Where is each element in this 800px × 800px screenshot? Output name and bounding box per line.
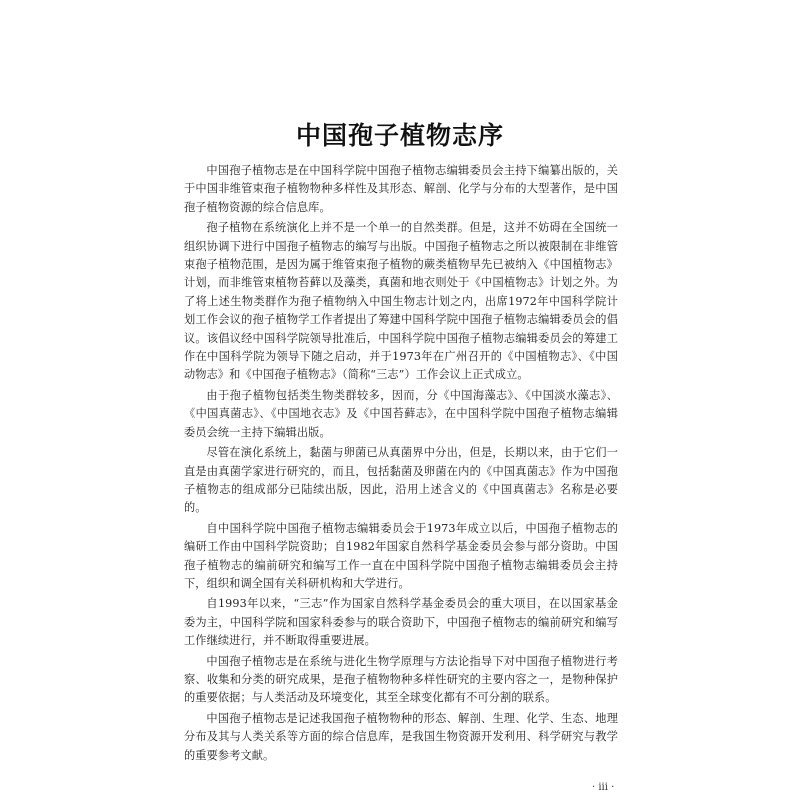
paragraph-8: 中国孢子植物志是记述我国孢子植物物种的形态、解剖、生理、化学、生态、地理分布及其与人类关系等方面的综合信息库，是我国生物资源开发利用、科学研究与教学的重要参考文献。 [184, 711, 618, 762]
paragraph-2: 孢子植物在系统演化上并不是一个单一的自然类群。但是，这并不妨碍在全国统一组织协调下进行中国孢子植物志的编写与出版。中国孢子植物志之所以被限制在非维管束孢子植物范围，是因为属于维管束孢子植物的蕨类植物早先已被纳入《中国植物志》计划，而非维管束植物苔藓以及藻类，真菌和地衣则处于《中国植物志》计划之外。为了将上述生物类群作为孢子植物纳入中国生物志计划之内，出席1972年中国科学院计划工作会议的孢子植物学工作者提出了筹建中国科学院中国孢子植物志编辑委员会的倡议。该倡议经中国科学院领导批准后，中国科学院中国孢子植物志编辑委员会的筹建工作在中国科学院为领导下随之启动，并于1973年在广州召开的《中国植物志》、《中国动物志》和《中国孢子植物志》（简称“三志”）工作会议上正式成立。 [184, 221, 618, 382]
paragraph-3: 由于孢子植物包括类生物类群较多，因而，分《中国海藻志》、《中国淡水藻志》、《中国真菌志》、《中国地衣志》及《中国苔藓志》，在中国科学院中国孢子植物志编辑委员会统一主持下编辑出版。 [184, 388, 618, 439]
paragraph-5: 自中国科学院中国孢子植物志编辑委员会于1973年成立以后，中国孢子植物志的编研工作由中国科学院资助；自1982年国家自然科学基金委员会参与部分资助。中国孢子植物志的编前研究和编写工作一直在中国科学院中国孢子植物志编辑委员会主持下，组织和调全国有关科研机构和大学进行。 [184, 521, 618, 590]
page-number: · iii · [592, 782, 615, 793]
preface-body [184, 162, 618, 767]
paragraph-1: 中国孢子植物志是在中国科学院中国孢子植物志编辑委员会主持下编纂出版的，关于中国非维管束孢子植物物种多样性及其形态、解剖、化学与分布的大型著作，是中国孢子植物资源的综合信息库。 [184, 164, 618, 214]
paragraph-6: 自1993年以来，“三志”作为国家自然科学基金委员会的重大项目，在以国家基金委为主，中国科学院和国家科委参与的联合资助下，中国孢子植物志的编前研究和编写工作继续进行，并不断取得重要进展。 [184, 597, 618, 648]
paragraph-7: 中国孢子植物志是在系统与进化生物学原理与方法论指导下对中国孢子植物进行考察、收集和分类的研究成果，是孢子植物物种多样性研究的主要内容之一，是物种保护的重要依据；与人类活动及环境变化，其至全球变化都有不可分割的联系。 [184, 654, 618, 705]
page-title: 中国孢子植物志序 [295, 121, 504, 150]
paragraph-4: 尽管在演化系统上，黏菌与卵菌已从真菌界中分出，但是，长期以来，由于它们一直是由真菌学家进行研究的，而且，包括黏菌及卵菌在内的《中国真菌志》作为中国孢子植物志的组成部分已陆续出版，因此，沿用上述含义的《中国真菌志》名称是必要的。 [184, 446, 618, 515]
